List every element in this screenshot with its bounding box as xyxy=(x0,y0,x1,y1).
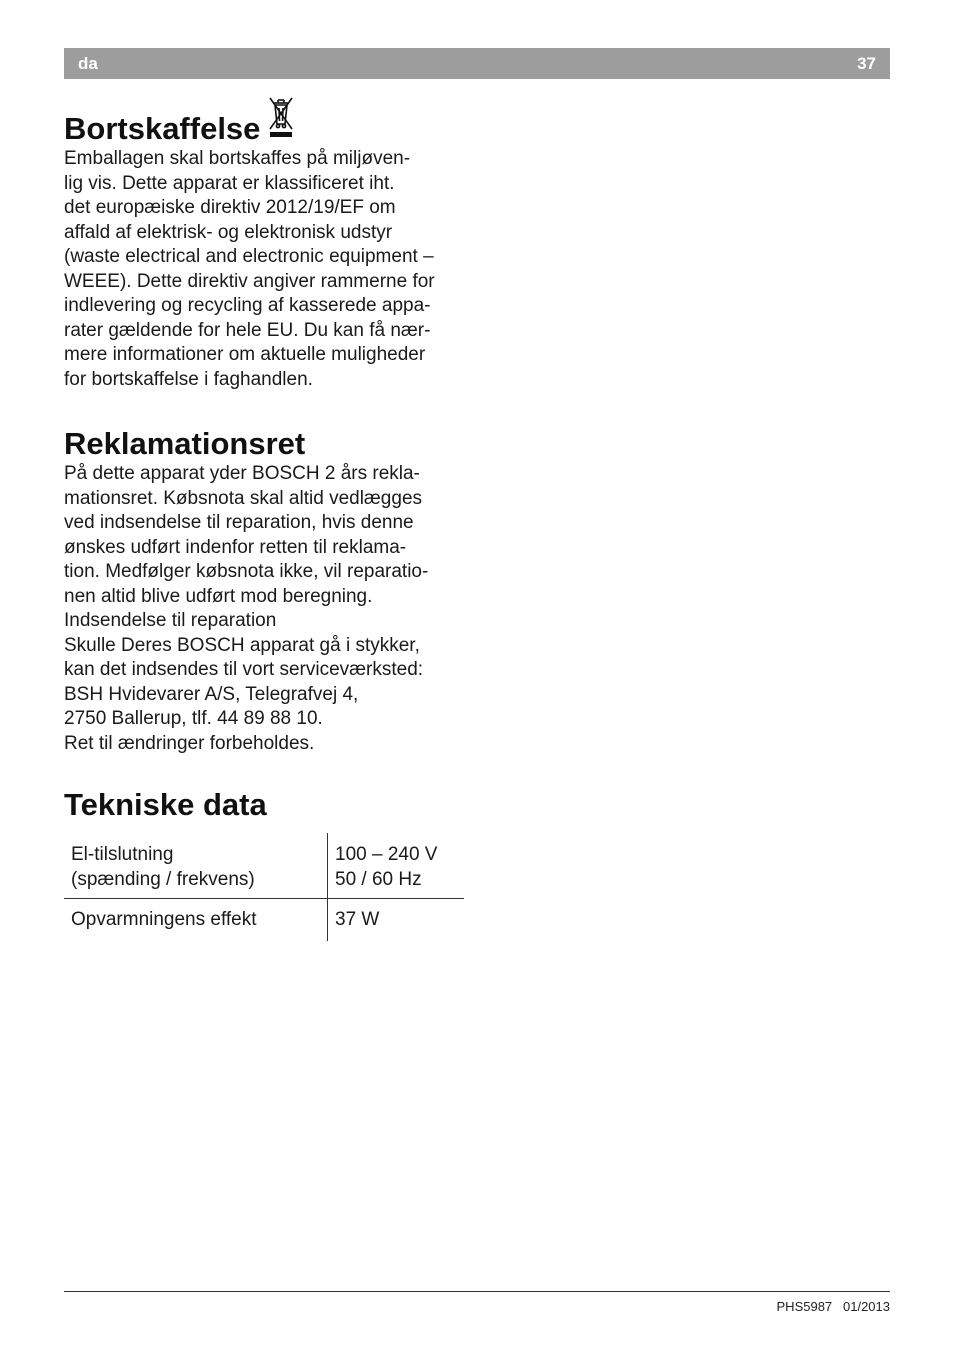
technical-data-heading: Tekniske data xyxy=(64,787,267,823)
disposal-heading: Bortskaffelse xyxy=(64,110,261,146)
technical-data-table xyxy=(64,833,464,941)
spec-value: 37 W xyxy=(335,909,380,931)
warranty-heading: Reklamationsret xyxy=(64,426,306,461)
content-column xyxy=(64,90,474,941)
spec-label: Opvarmningens effekt xyxy=(64,899,328,941)
weee-crossed-bin-icon xyxy=(265,94,297,145)
disclaimer-text: Ret til ændringer forbeholdes. xyxy=(64,732,315,754)
disposal-heading-row xyxy=(64,94,474,147)
footer-divider xyxy=(64,1291,890,1292)
repair-info-text: Indsendelse til reparation Skulle Deres BOSCH apparat gå i stykker, kan det indsendes til vort serviceværksted: BSH Hvidevarer A/S, Telegrafvej 4, 2750 Ballerup, tlf. 44 89 88 10. xyxy=(64,610,424,730)
footer-model-date: PHS5987 01/2013 xyxy=(776,1299,890,1314)
table-row xyxy=(64,899,464,941)
table-row xyxy=(64,833,464,899)
page-header-bar xyxy=(64,48,890,79)
page-number: 37 xyxy=(857,54,876,73)
spec-value: 100 – 240 V 50 / 60 Hz xyxy=(328,833,465,899)
disposal-text: Emballagen skal bortskaffes på miljøven- lig vis. Dette apparat er klassificeret iht. det europæiske direktiv 2012/19/EF om affald af elektrisk- og elektronisk udstyr (waste electrical and electronic equipment – WEEE). Dette direktiv angiver rammerne for indlevering og recycling af kasserede appa- rater gældende for hele EU. Du kan få nær- mere informationer om aktuelle muligheder for bortskaffelse i faghandlen. xyxy=(64,148,435,390)
language-code: da xyxy=(78,54,98,73)
spec-label: El-tilslutning (spænding / frekvens) xyxy=(64,833,328,899)
warranty-text: På dette apparat yder BOSCH 2 års rekla- mationsret. Købsnota skal altid vedlægges ved indsendelse til reparation, hvis denne ønskes udført indenfor retten til reklama- tion. Medfølger købsnota ikke, vil reparatio- nen altid blive udført mod beregning. xyxy=(64,463,429,607)
